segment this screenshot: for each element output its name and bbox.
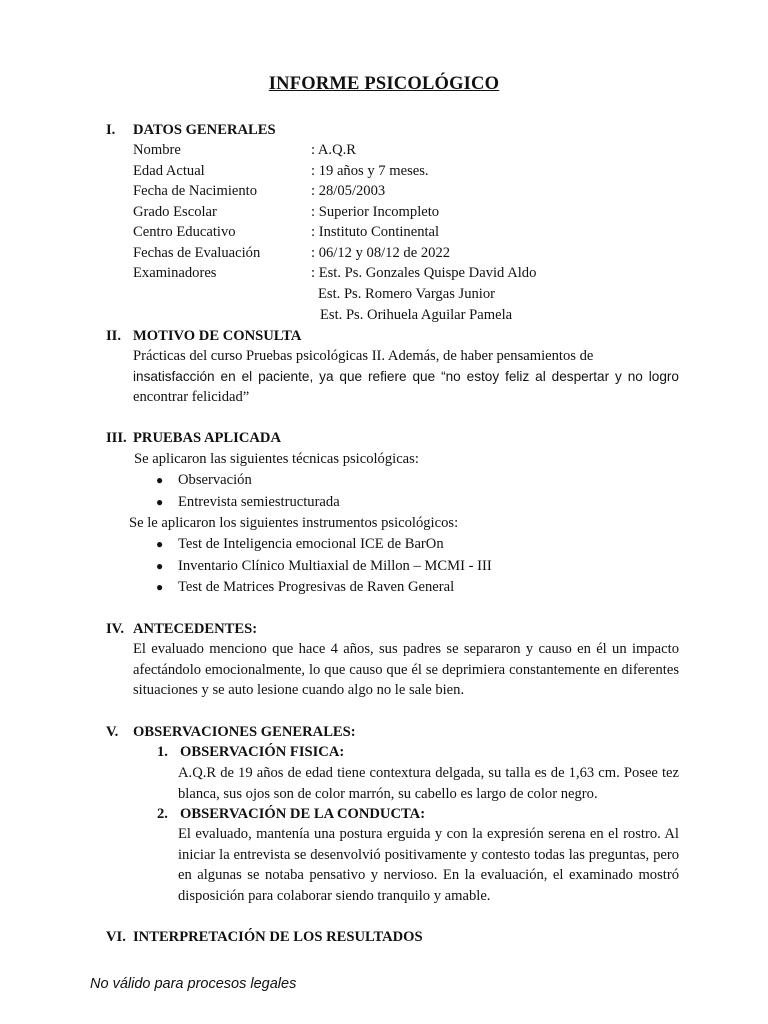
physical-observation-paragraph: A.Q.R de 19 años de edad tiene contextura delgada, su talla es de 1,63 cm. Posee tez blanca, sus ojos son de color marrón, su cabello es largo de color negro. (178, 765, 679, 802)
section-4-number: IV. (106, 621, 124, 637)
field-value: : A.Q.R (311, 142, 357, 158)
bullet-icon: ● (156, 580, 164, 594)
section-3-heading: PRUEBAS APLICADA (133, 430, 281, 446)
background-paragraph: El evaluado menciono que hace 4 años, sus padres se separaron y causo en él un impacto afectándolo emocionalmente, lo que causo que él se deprimiera constantemente en diferentes situaciones y se auto lesione cuando algo no le sale bien. (133, 641, 679, 699)
field-value: : Superior Incompleto (311, 204, 440, 220)
field-label: Nombre (133, 142, 181, 158)
subsection-1-number: 1. (157, 744, 168, 760)
bullet-icon: ● (156, 495, 164, 509)
field-value: : Instituto Continental (311, 224, 440, 240)
subsection-1-heading: OBSERVACIÓN FISICA: (180, 744, 345, 760)
section-4-heading: ANTECEDENTES: (133, 621, 258, 637)
field-value: : 06/12 y 08/12 de 2022 (311, 245, 451, 261)
section-6-heading: INTERPRETACIÓN DE LOS RESULTADOS (133, 929, 423, 945)
technique-item: Observación (178, 472, 252, 488)
field-label: Examinadores (133, 265, 217, 281)
field-label: Fechas de Evaluación (133, 245, 261, 261)
section-5-number: V. (106, 724, 119, 740)
consult-reason-line: encontrar felicidad” (133, 389, 250, 405)
behavior-observation-paragraph: El evaluado, mantenía una postura erguida y con la expresión serena en el rostro. Al iniciar la entrevista se desenvolvió positivamente y contesto todas las preguntas, pero en algunas se notaba pensativo y nervioso. En la evaluación, el examinado mostró disposición para colaborar siendo tranquilo y amable. (178, 826, 679, 904)
section-3-number: III. (106, 430, 127, 446)
instruments-intro: Se le aplicaron los siguientes instrumentos psicológicos: (129, 515, 459, 531)
bullet-icon: ● (156, 559, 164, 573)
footer-disclaimer: No válido para procesos legales (90, 976, 297, 992)
field-label: Edad Actual (133, 163, 205, 179)
section-1-heading: DATOS GENERALES (133, 122, 276, 138)
field-label: Centro Educativo (133, 224, 236, 240)
section-2-heading: MOTIVO DE CONSULTA (133, 328, 302, 344)
subsection-2-heading: OBSERVACIÓN DE LA CONDUCTA: (180, 806, 426, 822)
instrument-item: Test de Inteligencia emocional ICE de BarOn (178, 536, 444, 552)
technique-item: Entrevista semiestructurada (178, 494, 340, 510)
document-title: INFORME PSICOLÓGICO (268, 74, 500, 94)
field-value: : Est. Ps. Gonzales Quispe David Aldo (311, 265, 537, 281)
field-value: : 19 años y 7 meses. (311, 163, 429, 179)
field-label: Grado Escolar (133, 204, 217, 220)
bullet-icon: ● (156, 537, 164, 551)
instrument-item: Inventario Clínico Multiaxial de Millon – MCMI - III (178, 558, 492, 574)
section-2-number: II. (106, 328, 122, 344)
instrument-item: Test de Matrices Progresivas de Raven General (178, 579, 455, 595)
examiner-name: Est. Ps. Romero Vargas Junior (318, 286, 496, 302)
section-1-number: I. (106, 122, 116, 138)
consult-reason-line: Prácticas del curso Pruebas psicológicas II. Además, de haber pensamientos de (133, 348, 594, 364)
section-5-heading: OBSERVACIONES GENERALES: (133, 724, 356, 740)
subsection-2-number: 2. (157, 806, 168, 822)
consult-reason-line: insatisfacción en el paciente, ya que refiere que “no estoy feliz al despertar y no logro (133, 369, 679, 384)
techniques-intro: Se aplicaron las siguientes técnicas psicológicas: (134, 451, 419, 467)
field-label: Fecha de Nacimiento (133, 183, 257, 199)
bullet-icon: ● (156, 473, 164, 487)
section-6-number: VI. (106, 929, 126, 945)
field-value: : 28/05/2003 (311, 183, 386, 199)
examiner-name: Est. Ps. Orihuela Aguilar Pamela (320, 307, 513, 323)
